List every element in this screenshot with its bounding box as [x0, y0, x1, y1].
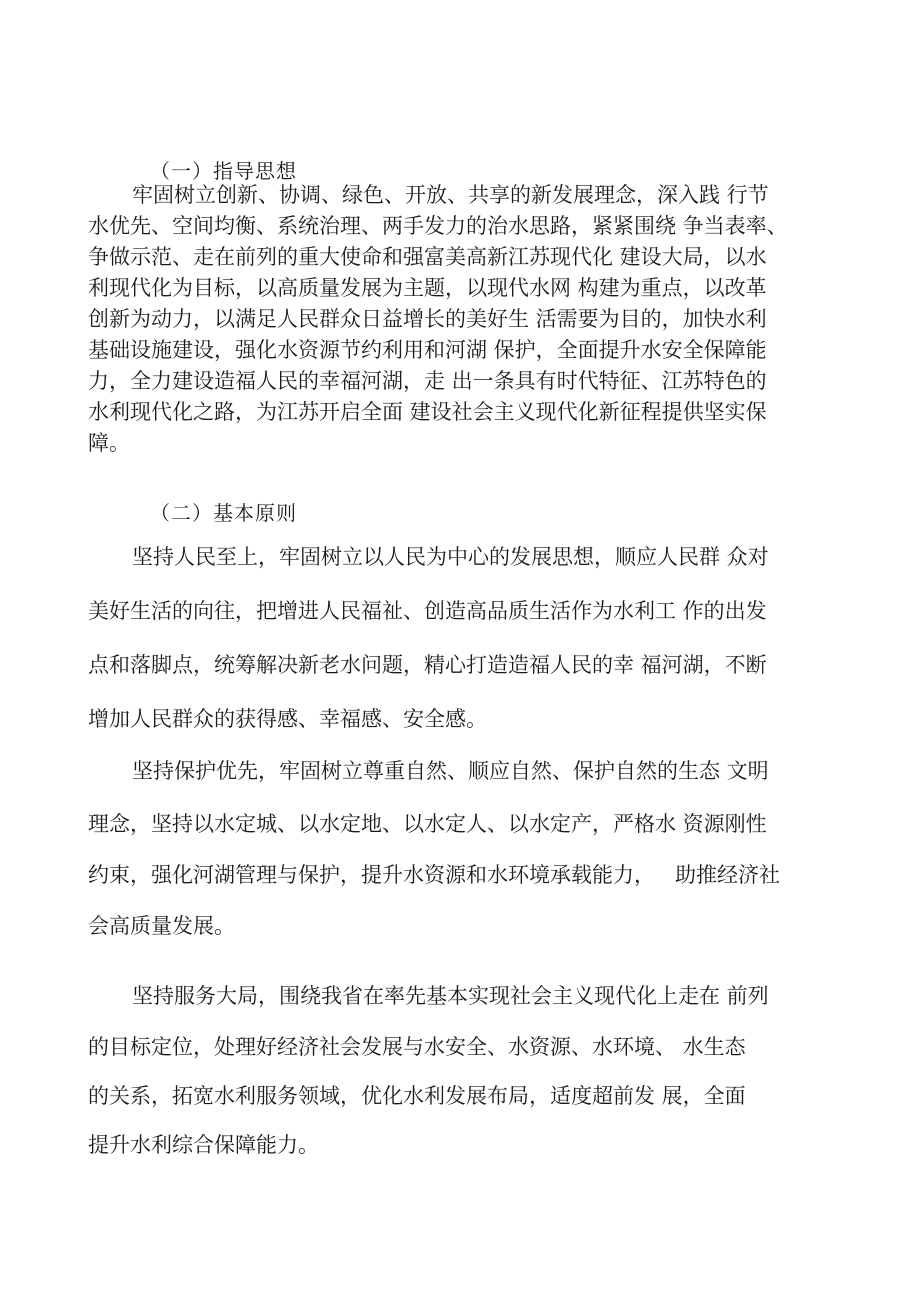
- paragraph-line: 约束，强化河湖管理与保护，提升水资源和水环境承载能力， 助推经济社: [88, 863, 781, 887]
- paragraph-line: 提升水利综合保障能力。: [88, 1133, 319, 1157]
- section-heading-basic-principles: （二）基本原则: [150, 501, 297, 525]
- paragraph-line: 基础设施建设，强化水资源节约利用和河湖 保护，全面提升水安全保障能: [88, 338, 767, 362]
- paragraph-line: 坚持保护优先，牢固树立尊重自然、顺应自然、保护自然的生态 文明: [132, 759, 769, 783]
- paragraph-line: 坚持人民至上，牢固树立以人民为中心的发展思想，顺应人民群 众对: [132, 545, 769, 569]
- paragraph-line: 坚持服务大局，围绕我省在率先基本实现社会主义现代化上走在 前列: [132, 984, 769, 1008]
- paragraph-line: 美好生活的向往，把增进人民福祉、创造高品质生活作为水利工 作的出发: [88, 599, 767, 623]
- section-heading-guiding-ideology: （一）指导思想: [150, 159, 297, 183]
- paragraph-line: 利现代化为目标，以高质量发展为主题，以现代水网 构建为重点，以改革: [88, 276, 767, 300]
- paragraph-line: 水优先、空间均衡、系统治理、两手发力的治水思路，紧紧围绕 争当表率、: [88, 214, 788, 238]
- paragraph-line: 点和落脚点，统筹解决新老水问题，精心打造造福人民的幸 福河湖，不断: [88, 653, 767, 677]
- paragraph-line: 创新为动力，以满足人民群众日益增长的美好生 活需要为目的，加快水利: [88, 307, 767, 331]
- paragraph-line: 理念，坚持以水定城、以水定地、以水定人、以水定产，严格水 资源刚性: [88, 812, 767, 836]
- paragraph-line: 会高质量发展。: [88, 914, 235, 938]
- paragraph-line: 争做示范、走在前列的重大使命和强富美高新江苏现代化 建设大局，以水: [88, 245, 767, 269]
- paragraph-line: 的目标定位，处理好经济社会发展与水安全、水资源、水环境、 水生态: [88, 1035, 746, 1059]
- paragraph-line: 力，全力建设造福人民的幸福河湖，走 出一条具有时代特征、江苏特色的: [88, 369, 767, 393]
- paragraph-line: 的关系，拓宽水利服务领域，优化水利发展布局，适度超前发 展，全面: [88, 1084, 746, 1108]
- paragraph-line: 障。: [88, 431, 130, 455]
- paragraph-line: 牢固树立创新、协调、绿色、开放、共享的新发展理念，深入践 行节: [132, 183, 769, 207]
- paragraph-line: 水利现代化之路，为江苏开启全面 建设社会主义现代化新征程提供坚实保: [88, 400, 767, 424]
- paragraph-line: 增加人民群众的获得感、幸福感、安全感。: [88, 707, 487, 731]
